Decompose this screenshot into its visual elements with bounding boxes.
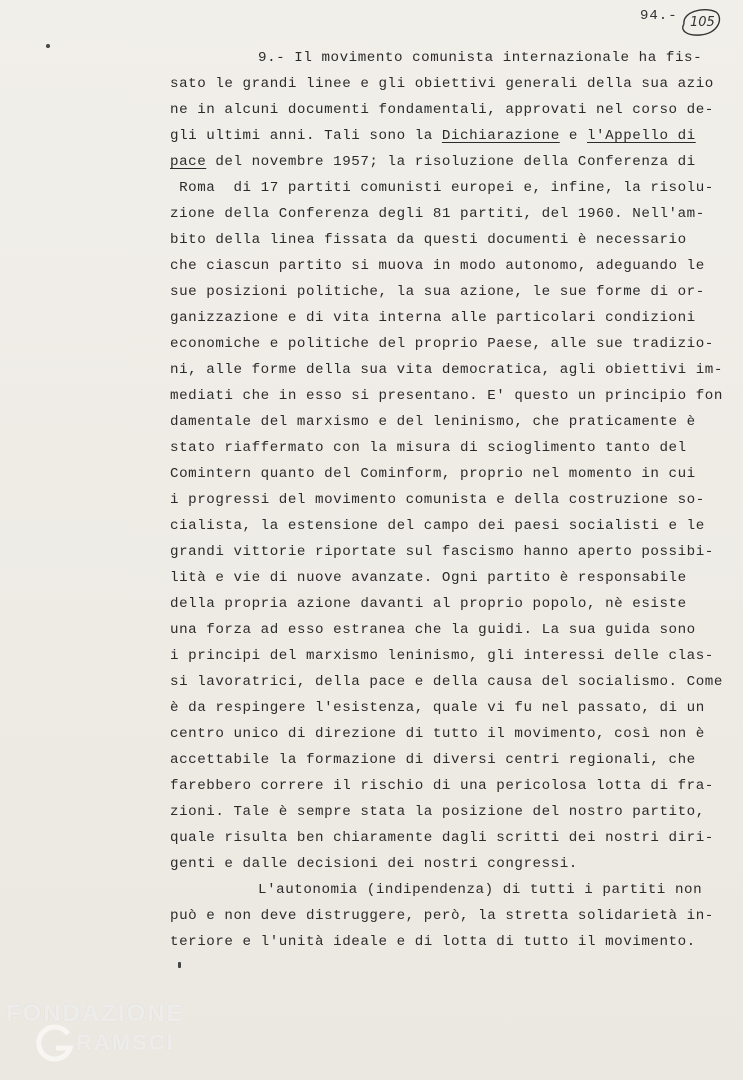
archive-watermark — [6, 996, 196, 1072]
text-line: può e non deve distruggere, però, la stretta solidarietà in- — [170, 908, 714, 924]
text-line: quale risulta ben chiaramente dagli scritti dei nostri diri- — [170, 830, 714, 846]
text-line: 9.- Il movimento comunista internazionale ha fis- — [258, 50, 703, 66]
text-line: L'autonomia (indipendenza) di tutti i partiti non — [258, 882, 703, 898]
text-line: una forza ad esso estranea che la guidi. La sua guida sono — [170, 622, 696, 638]
text-line — [170, 128, 696, 144]
text-line: è da respingere l'esistenza, quale vi fu nel passato, di un — [170, 700, 705, 716]
text-line: genti e dalle decisioni dei nostri congressi. — [170, 856, 578, 872]
page-number: 94.- — [640, 8, 678, 24]
text-line: teriore e l'unità ideale e di lotta di tutto il movimento. — [170, 934, 696, 950]
underlined-title: pace — [170, 154, 207, 170]
text-line: che ciascun partito si muova in modo autonomo, adeguando le — [170, 258, 705, 274]
text-line: damentale del marxismo e del leninismo, che praticamente è — [170, 414, 696, 430]
text-segment: e — [559, 128, 587, 144]
text-line: cialista, la estensione del campo dei paesi socialisti e le — [170, 518, 705, 534]
text-line: accettabile la formazione di diversi centri regionali, che — [170, 752, 696, 768]
handwritten-number-text: 105 — [690, 15, 715, 30]
text-line: i principi del marxismo leninismo, gli interessi delle clas- — [170, 648, 714, 664]
text-line: ne in alcuni documenti fondamentali, approvati nel corso de- — [170, 102, 714, 118]
text-line: lità e vie di nuove avanzate. Ogni partito è responsabile — [170, 570, 687, 586]
text-line: bito della linea fissata da questi documenti è necessario — [170, 232, 687, 248]
text-line: mediati che in esso si presentano. E' questo un principio fon — [170, 388, 723, 404]
text-segment: gli ultimi anni. Tali sono la — [170, 128, 442, 144]
text-line — [170, 154, 696, 170]
text-line: ganizzazione e di vita interna alle particolari condizioni — [170, 310, 696, 326]
text-line: centro unico di direzione di tutto il movimento, così non è — [170, 726, 705, 742]
text-line: ni, alle forme della sua vita democratica, agli obiettivi im- — [170, 362, 723, 378]
text-line: Roma di 17 partiti comunisti europei e, infine, la risolu- — [170, 180, 714, 196]
text-line: zione della Conferenza degli 81 partiti, del 1960. Nell'am- — [170, 206, 705, 222]
text-segment: del novembre 1957; la risoluzione della Conferenza di — [206, 154, 696, 170]
text-line: stato riaffermato con la misura di scioglimento tanto del — [170, 440, 687, 456]
watermark-line-2: RAMSCI — [76, 1030, 175, 1055]
text-line: grandi vittorie riportate sul fascismo hanno aperto possibi- — [170, 544, 714, 560]
underlined-title: l'Appello di — [586, 128, 696, 144]
text-line: si lavoratrici, della pace e della causa del socialismo. Come — [170, 674, 723, 690]
text-line: della propria azione davanti al proprio popolo, nè esiste — [170, 596, 687, 612]
gramsci-g-logo-icon — [34, 1024, 74, 1064]
watermark-line-1: FONDAZIONE — [6, 1000, 185, 1027]
underlined-title: Dichiarazione — [441, 128, 560, 144]
text-line: sue posizioni politiche, la sua azione, le sue forme di or- — [170, 284, 705, 300]
text-line: sato le grandi linee e gli obiettivi generali della sua azio — [170, 76, 714, 92]
text-line: Comintern quanto del Cominform, proprio nel momento in cui — [170, 466, 696, 482]
text-line: zioni. Tale è sempre stata la posizione del nostro partito, — [170, 804, 705, 820]
text-line: i progressi del movimento comunista e della costruzione so- — [170, 492, 705, 508]
text-line: farebbero correre il rischio di una pericolosa lotta di fra- — [170, 778, 714, 794]
text-line: economiche e politiche del proprio Paese, alle sue tradizio- — [170, 336, 714, 352]
